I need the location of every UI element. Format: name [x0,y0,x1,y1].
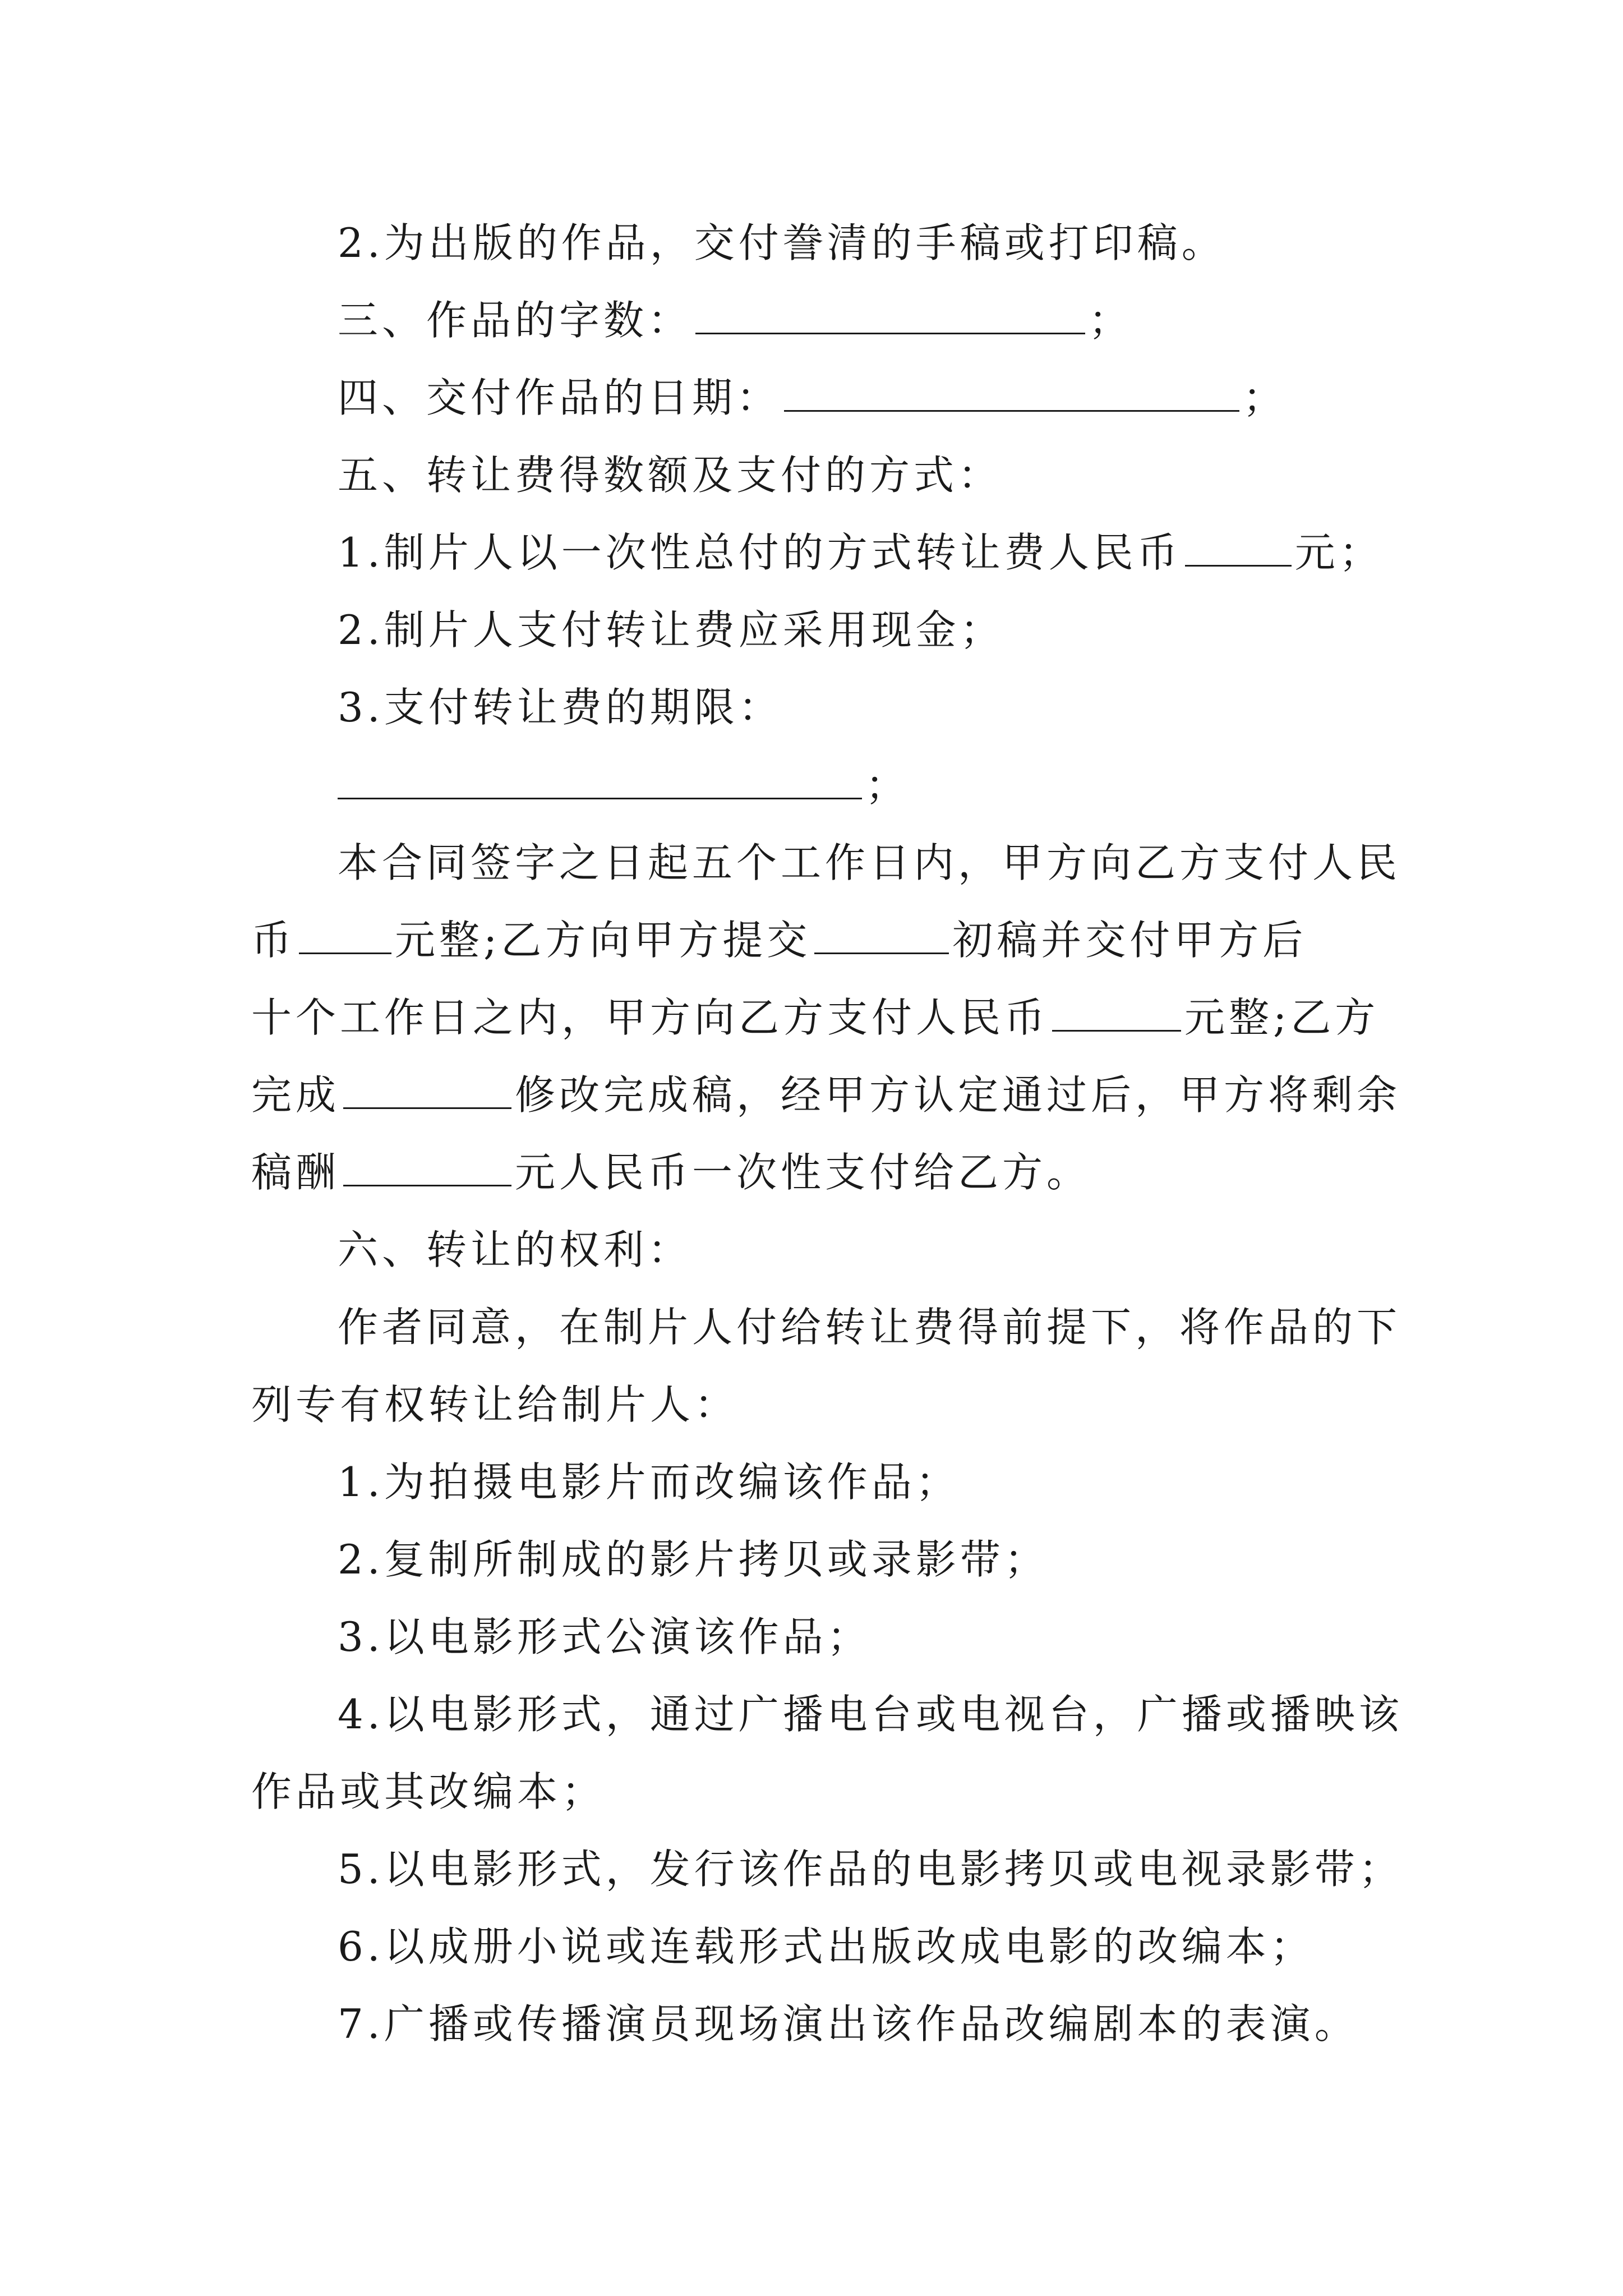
text-line [338,1454,1395,1510]
line-text-suffix: ； [865,762,910,809]
fill-in-blank [1052,995,1181,1032]
line-text: 五、转让费得数额及支付的方式： [338,452,1003,499]
text-line [338,447,1395,503]
line-text-suffix: 元； [1294,529,1384,576]
fill-in-blank [814,918,949,954]
text-line [338,370,1395,426]
line-text-suffix: 初稿并交付甲方后 [952,917,1307,964]
line-text: 六、转让的权利： [338,1226,693,1273]
text-line [338,524,1395,581]
line-text-suffix: 元整;乙方 [1184,994,1380,1041]
line-text: 作者同意，在制片人付给转让费得前提下，将作品的下 [338,1304,1401,1351]
line-text: 6.以成册小说或连载形式出版改成电影的改编本； [338,1923,1315,1970]
text-line [251,990,1395,1046]
line-text: 2.制片人支付转让费应采用现金； [338,606,1004,654]
fill-in-blank [1185,530,1292,567]
text-line [338,1222,1395,1278]
line-text: 1.为拍摄电影片而改编该作品； [338,1458,960,1506]
text-line [338,679,1395,735]
line-text-middle: 元整;乙方向甲方提交 [395,917,811,964]
text-line [338,1686,1403,1742]
line-text: 1.制片人以一次性总付的方式转让费人民币 [338,529,1182,576]
line-text: 三、作品的字数： [338,297,693,344]
fill-in-blank [784,375,1239,412]
line-text: 5.以电影形式，发行该作品的电影拷贝或电视录影带； [338,1846,1403,1893]
text-line [338,835,1401,891]
text-line [338,1841,1403,1897]
line-text: 7.广播或传播演员现场演出该作品改编剧本的表演。 [338,2000,1359,2047]
line-text: 稿酬 [251,1149,340,1196]
line-text: 十个工作日之内，甲方向乙方支付人民币 [251,994,1049,1041]
line-text: 3.支付转让费的期限： [338,684,783,731]
line-text: 4.以电影形式，通过广播电台或电视台，广播或播映该 [338,1691,1403,1738]
fill-in-blank [343,1150,511,1186]
line-text: 3.以电影形式公演该作品； [338,1613,872,1660]
text-line [338,1918,1395,1975]
text-line [251,1067,1401,1123]
line-text: 四、交付作品的日期： [338,374,781,421]
text-line [338,215,1395,271]
line-text: 2.为出版的作品，交付誊清的手稿或打印稿。 [338,219,1226,266]
line-text-suffix: ； [1243,374,1288,421]
fill-in-blank [299,918,391,954]
line-text: 本合同签字之日起五个工作日内，甲方向乙方支付人民 [338,839,1401,886]
line-text: 列专有权转让给制片人： [251,1381,739,1428]
text-line [338,1531,1395,1588]
text-line [338,1996,1395,2052]
text-line [338,1299,1401,1355]
text-line [338,757,1395,813]
text-line [251,1377,1395,1433]
line-text: 作品或其改编本； [251,1768,606,1815]
line-text: 币 [251,917,296,964]
fill-in-blank [695,298,1085,334]
text-line [338,1609,1395,1665]
line-text: 2.复制所制成的影片拷贝或录影带； [338,1536,1049,1583]
line-text-suffix: 元人民币一次性支付给乙方。 [515,1149,1091,1196]
text-line [338,602,1395,658]
line-text: 完成 [251,1071,340,1119]
text-line [251,912,1395,968]
text-line [251,1764,1395,1820]
line-text-suffix: 修改完成稿，经甲方认定通过后，甲方将剩余 [515,1071,1401,1119]
fill-in-blank [343,1073,511,1109]
fill-in-blank [338,763,862,799]
text-line [338,292,1395,348]
line-text-suffix: ； [1089,297,1133,344]
text-line [251,1144,1395,1200]
